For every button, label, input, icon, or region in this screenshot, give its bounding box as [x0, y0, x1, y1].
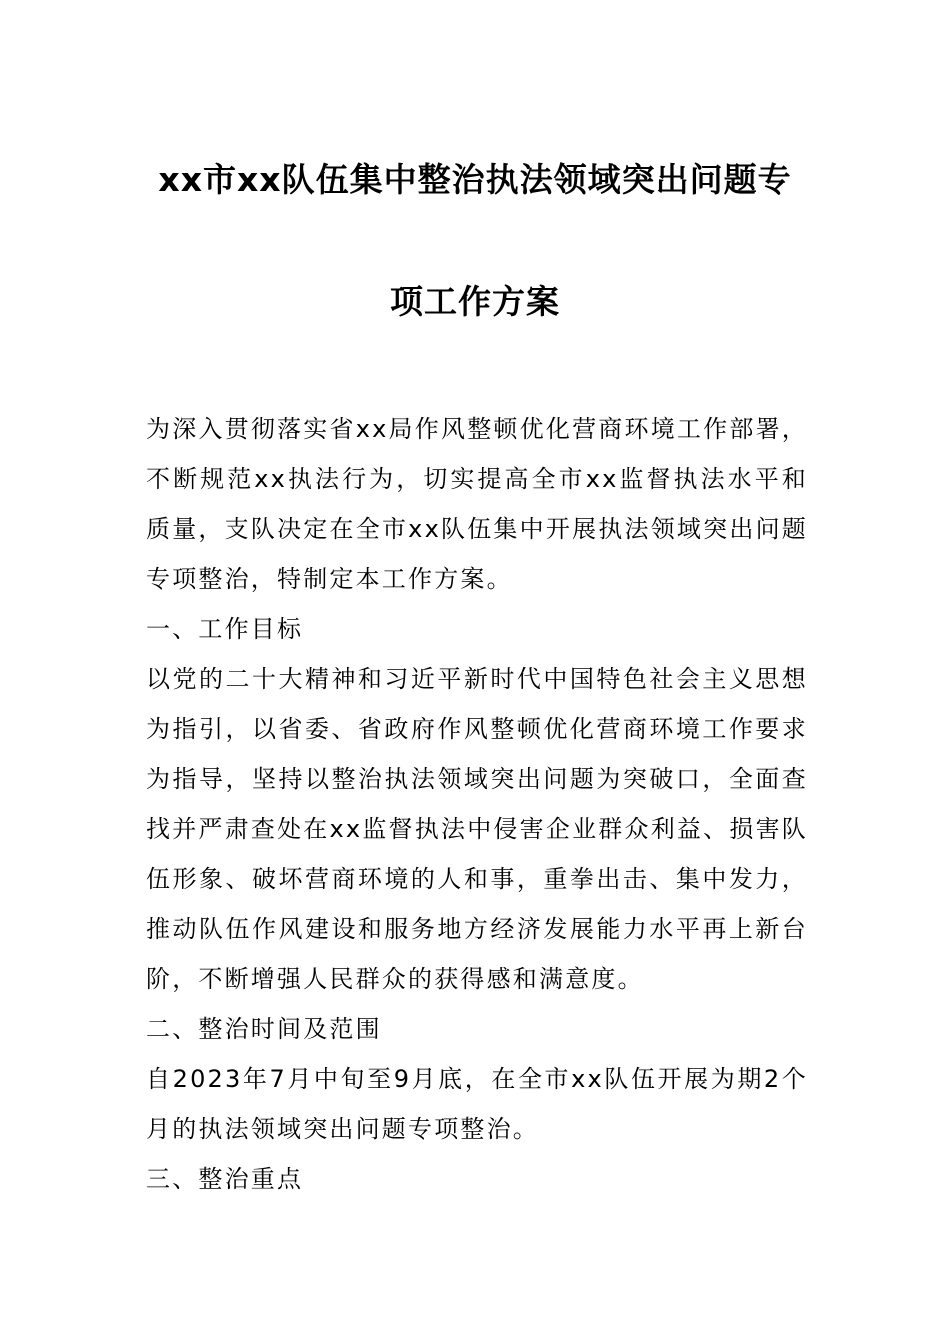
section-paragraph-time-scope: 自2023年7月中旬至9月底，在全市xx队伍开展为期2个月的执法领域突出问题专项整治。 — [146, 1065, 808, 1143]
document-body — [146, 404, 808, 1204]
section-heading-goals: 一、工作目标 — [146, 615, 304, 643]
section-paragraph-goals: 以党的二十大精神和习近平新时代中国特色社会主义思想为指引，以省委、省政府作风整顿优化营商环境工作要求为指导，坚持以整治执法领域突出问题为突破口，全面查找并严肃查处在xx监督执法中侵害企业群众利益、损害队伍形象、破坏营商环境的人和事，重拳出击、集中发力，推动队伍作风建设和服务地方经济发展能力水平再上新台阶，不断增强人民群众的获得感和满意度。 — [146, 665, 808, 993]
section-heading-time-scope: 二、整治时间及范围 — [146, 1015, 382, 1043]
intro-paragraph: 为深入贯彻落实省xx局作风整顿优化营商环境工作部署，不断规范xx执法行为，切实提高全市xx监督执法水平和质量，支队决定在全市xx队伍集中开展执法领域突出问题专项整治，特制定本工作方案。 — [146, 415, 808, 593]
document-title-line-1: xx市xx队伍集中整治执法领域突出问题专 — [158, 160, 792, 199]
document-title-line-2: 项工作方案 — [390, 282, 560, 321]
section-heading-focus: 三、整治重点 — [146, 1165, 304, 1193]
